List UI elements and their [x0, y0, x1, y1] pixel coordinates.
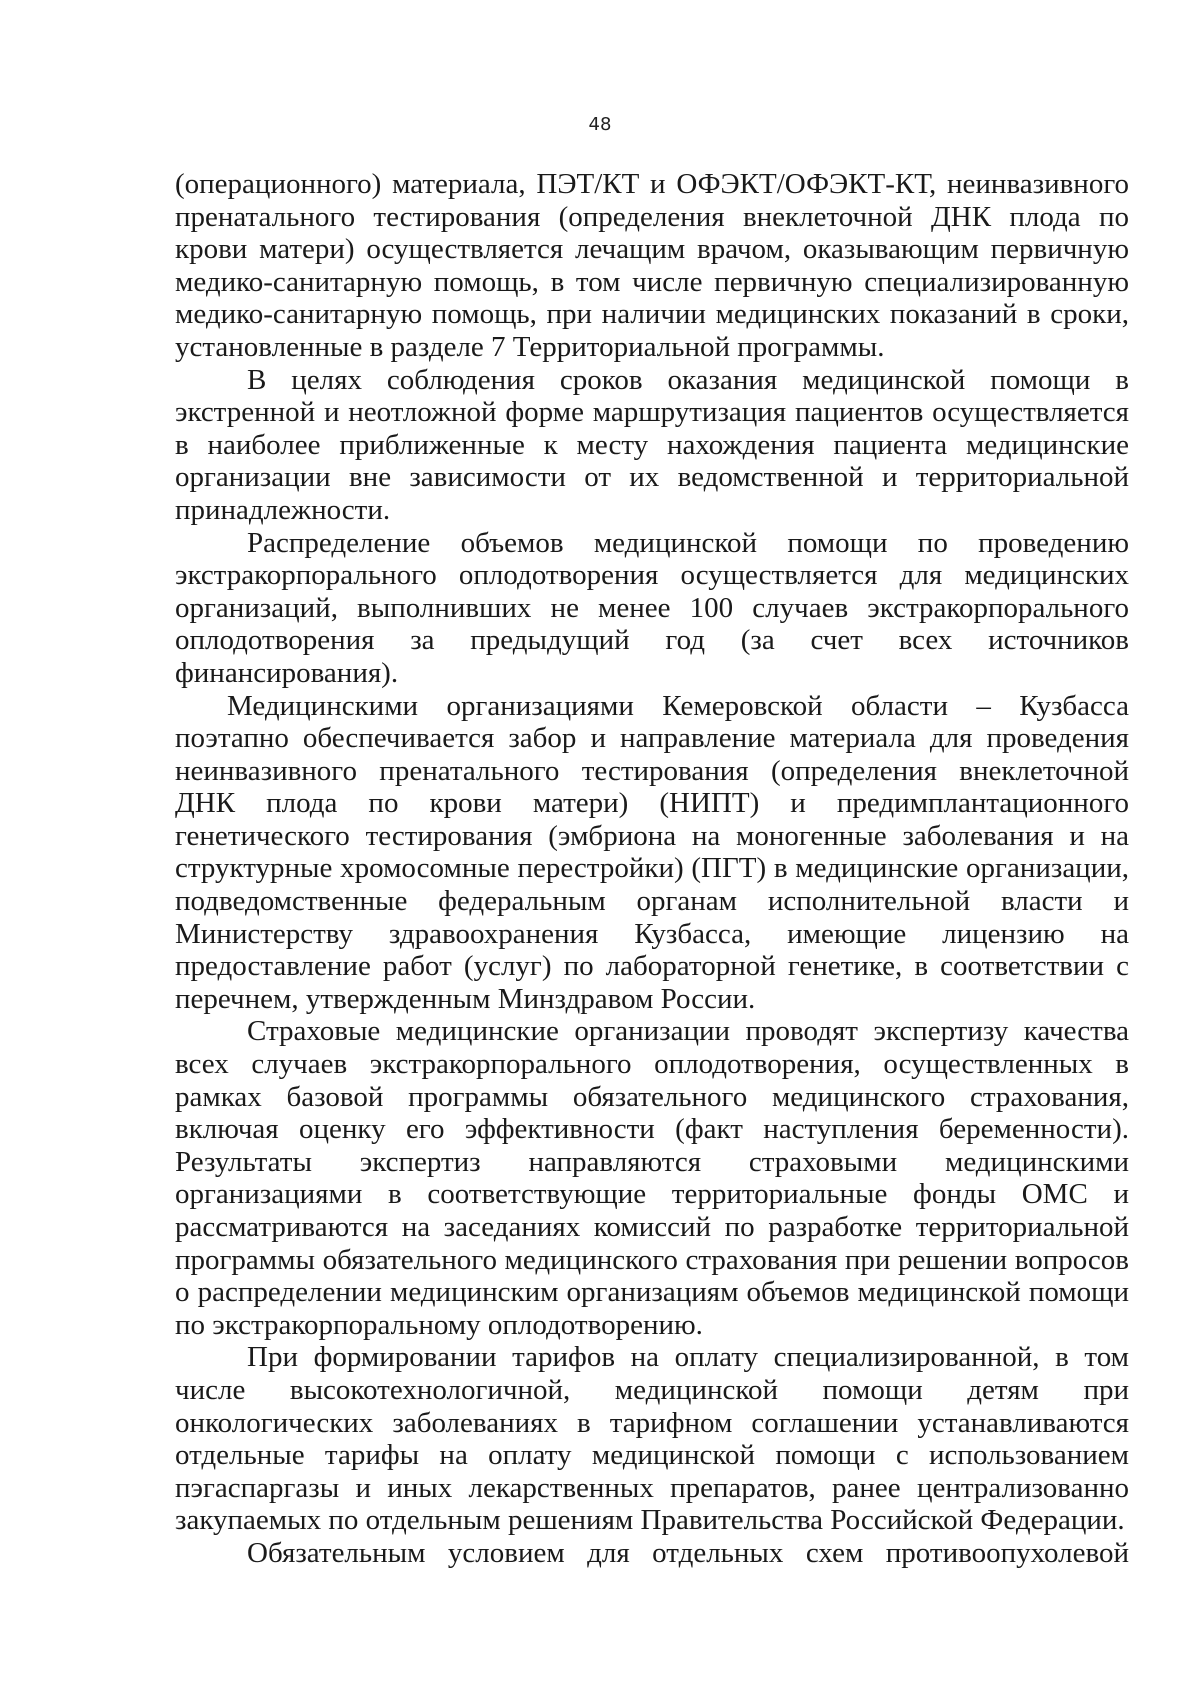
- paragraph-mandatory-condition: Обязательным условием для отдельных схем противоопухолевой: [247, 1536, 1129, 1569]
- page-number: 48: [588, 114, 612, 135]
- paragraph-prenatal-testing: Медицинскими организациями Кемеровской области – Кузбасса поэтапно обеспечивается забор и направление материала для проведения неинвазивного пренатального тестирования (определения внеклеточной ДНК плода по крови матери) (НИПТ) и предимплантационного генетического тестирования (эмбриона на моногенные заболевания и на структурные хромосомные перестройки) (ПГТ) в медицинские организации, подведомственные федеральным органам исполнительной власти и Министерству здравоохранения Кузбасса, имеющие лицензию на предоставление работ (услуг) по лабораторной генетике, в соответствии с перечнем, утвержденным Минздравом России.: [175, 689, 1129, 1015]
- document-body: [175, 168, 1129, 1570]
- paragraph-emergency-routing: В целях соблюдения сроков оказания медицинской помощи в экстренной и неотложной форме маршрутизация пациентов осуществляется в наиболее приближенные к месту нахождения пациента медицинские организации вне зависимости от их ведомственной и территориальной принадлежности.: [175, 363, 1129, 526]
- paragraph-ivf-distribution: Распределение объемов медицинской помощи по проведению экстракорпорального оплодотворения осуществляется для медицинских организаций, выполнивших не менее 100 случаев экстракорпорального оплодотворения за предыдущий год (за счет всех источников финансирования).: [175, 526, 1129, 689]
- paragraph-insurance-expertise: Страховые медицинские организации проводят экспертизу качества всех случаев экстракорпорального оплодотворения, осуществленных в рамках базовой программы обязательного медицинского страхования, включая оценку его эффективности (факт наступления беременности). Результаты экспертиз направляются страховыми медицинскими организациями в соответствующие территориальные фонды ОМС и рассматриваются на заседаниях комиссий по разработке территориальной программы обязательного медицинского страхования при решении вопросов о распределении медицинским организациям объемов медицинской помощи по экстракорпоральному оплодотворению.: [175, 1015, 1129, 1341]
- paragraph-continuation: (операционного) материала, ПЭТ/КТ и ОФЭКТ/ОФЭКТ-КТ, неинвазивного пренатального тестирования (определения внеклеточной ДНК плода по крови матери) осуществляется лечащим врачом, оказывающим первичную медико-санитарную помощь, в том числе первичную специализированную медико-санитарную помощь, при наличии медицинских показаний в сроки, установленные в разделе 7 Территориальной программы.: [175, 168, 1129, 363]
- paragraph-tariffs: При формировании тарифов на оплату специализированной, в том числе высокотехнологичной, медицинской помощи детям при онкологических заболеваниях в тарифном соглашении устанавливаются отдельные тарифы на оплату медицинской помощи с использованием пэгаспаргазы и иных лекарственных препаратов, ранее централизованно закупаемых по отдельным решениям Правительства Российской Федерации.: [175, 1341, 1129, 1537]
